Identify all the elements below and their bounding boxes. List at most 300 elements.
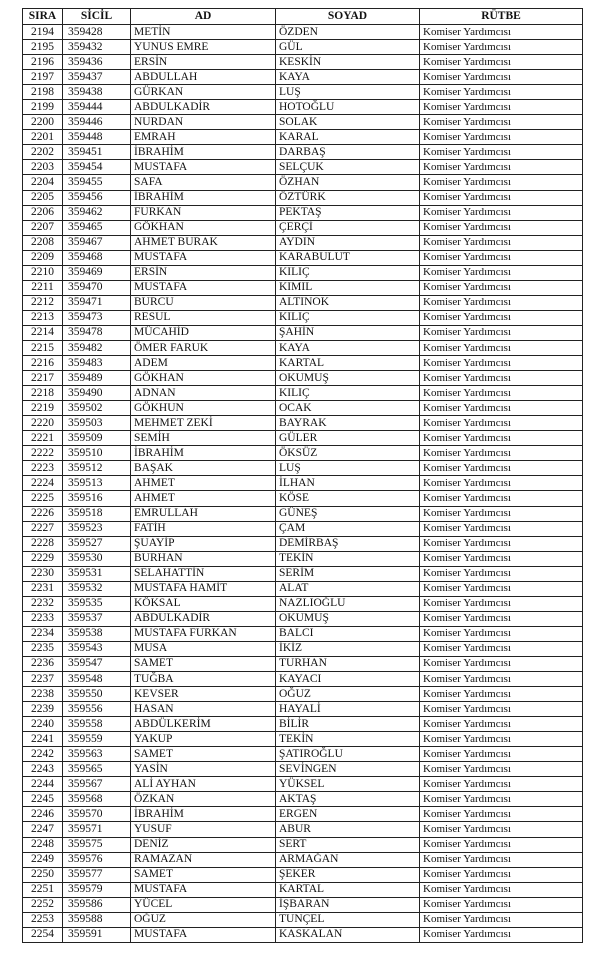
cell-rutbe: Komiser Yardımcısı — [420, 70, 583, 85]
cell-sira: 2243 — [23, 762, 63, 777]
cell-soyad: ŞEKER — [276, 867, 420, 882]
cell-sicil: 359448 — [63, 130, 131, 145]
cell-sira: 2246 — [23, 807, 63, 822]
cell-sicil: 359568 — [63, 792, 131, 807]
cell-sicil: 359490 — [63, 386, 131, 401]
cell-sicil: 359468 — [63, 250, 131, 265]
cell-sira: 2244 — [23, 777, 63, 792]
cell-soyad: DEMİRBAŞ — [276, 536, 420, 551]
cell-sira: 2250 — [23, 867, 63, 882]
cell-sira: 2221 — [23, 431, 63, 446]
cell-ad: AHMET — [131, 476, 276, 491]
table-row — [23, 762, 583, 777]
cell-ad: SAFA — [131, 175, 276, 190]
cell-soyad: SELÇUK — [276, 160, 420, 175]
cell-soyad: HAYALİ — [276, 702, 420, 717]
cell-soyad: LUŞ — [276, 461, 420, 476]
cell-sira: 2254 — [23, 927, 63, 942]
cell-rutbe: Komiser Yardımcısı — [420, 431, 583, 446]
table-row — [23, 235, 583, 250]
cell-sira: 2198 — [23, 85, 63, 100]
table-row — [23, 325, 583, 340]
cell-sira: 2205 — [23, 190, 63, 205]
cell-rutbe: Komiser Yardımcısı — [420, 807, 583, 822]
table-row — [23, 190, 583, 205]
cell-ad: MEHMET ZEKİ — [131, 416, 276, 431]
table-row — [23, 205, 583, 220]
cell-sira: 2208 — [23, 235, 63, 250]
cell-sira: 2217 — [23, 371, 63, 386]
cell-rutbe: Komiser Yardımcısı — [420, 837, 583, 852]
table-row — [23, 295, 583, 310]
table-row — [23, 40, 583, 55]
column-header-sira: SIRA — [23, 9, 63, 25]
cell-soyad: KARAL — [276, 130, 420, 145]
table-row — [23, 250, 583, 265]
cell-sira: 2219 — [23, 401, 63, 416]
cell-soyad: KILIÇ — [276, 386, 420, 401]
cell-soyad: SERİM — [276, 566, 420, 581]
cell-rutbe: Komiser Yardımcısı — [420, 491, 583, 506]
table-row — [23, 551, 583, 566]
cell-rutbe: Komiser Yardımcısı — [420, 626, 583, 641]
cell-rutbe: Komiser Yardımcısı — [420, 521, 583, 536]
cell-sicil: 359437 — [63, 70, 131, 85]
cell-soyad: ÖZTÜRK — [276, 190, 420, 205]
cell-sira: 2213 — [23, 310, 63, 325]
cell-sicil: 359471 — [63, 295, 131, 310]
cell-ad: SELAHATTİN — [131, 566, 276, 581]
cell-ad: ABDULKADİR — [131, 611, 276, 626]
cell-rutbe: Komiser Yardımcısı — [420, 250, 583, 265]
cell-soyad: KILIÇ — [276, 265, 420, 280]
cell-sicil: 359470 — [63, 280, 131, 295]
table-row — [23, 927, 583, 942]
cell-sira: 2236 — [23, 656, 63, 671]
cell-soyad: SOLAK — [276, 115, 420, 130]
cell-ad: GÜRKAN — [131, 85, 276, 100]
cell-sicil: 359523 — [63, 521, 131, 536]
cell-rutbe: Komiser Yardımcısı — [420, 897, 583, 912]
cell-rutbe: Komiser Yardımcısı — [420, 265, 583, 280]
cell-sira: 2222 — [23, 446, 63, 461]
cell-sicil: 359556 — [63, 702, 131, 717]
cell-sicil: 359532 — [63, 581, 131, 596]
cell-rutbe: Komiser Yardımcısı — [420, 371, 583, 386]
cell-soyad: BİLİR — [276, 717, 420, 732]
header-row — [23, 9, 583, 25]
column-header-sicil: SİCİL — [63, 9, 131, 25]
table-row — [23, 777, 583, 792]
cell-soyad: TURHAN — [276, 656, 420, 671]
cell-sira: 2196 — [23, 55, 63, 70]
cell-sira: 2225 — [23, 491, 63, 506]
cell-sira: 2209 — [23, 250, 63, 265]
cell-soyad: ÇERÇİ — [276, 220, 420, 235]
cell-ad: FATİH — [131, 521, 276, 536]
cell-soyad: SEVİNGEN — [276, 762, 420, 777]
cell-soyad: ÖZDEN — [276, 25, 420, 40]
cell-rutbe: Komiser Yardımcısı — [420, 536, 583, 551]
cell-soyad: TUNÇEL — [276, 912, 420, 927]
cell-sira: 2231 — [23, 581, 63, 596]
cell-sicil: 359467 — [63, 235, 131, 250]
cell-ad: GÖKHAN — [131, 371, 276, 386]
cell-rutbe: Komiser Yardımcısı — [420, 581, 583, 596]
cell-ad: RESUL — [131, 310, 276, 325]
column-header-rutbe: RÜTBE — [420, 9, 583, 25]
cell-soyad: YÜKSEL — [276, 777, 420, 792]
cell-soyad: İLHAN — [276, 476, 420, 491]
personnel-table — [22, 8, 583, 943]
cell-sira: 2204 — [23, 175, 63, 190]
cell-sicil: 359586 — [63, 897, 131, 912]
cell-ad: EMRULLAH — [131, 506, 276, 521]
cell-sicil: 359510 — [63, 446, 131, 461]
cell-rutbe: Komiser Yardımcısı — [420, 295, 583, 310]
cell-rutbe: Komiser Yardımcısı — [420, 55, 583, 70]
cell-sira: 2230 — [23, 566, 63, 581]
cell-sicil: 359550 — [63, 687, 131, 702]
cell-rutbe: Komiser Yardımcısı — [420, 672, 583, 687]
cell-ad: AHMET BURAK — [131, 235, 276, 250]
cell-sira: 2220 — [23, 416, 63, 431]
cell-sicil: 359530 — [63, 551, 131, 566]
cell-sicil: 359502 — [63, 401, 131, 416]
cell-sicil: 359462 — [63, 205, 131, 220]
cell-sicil: 359559 — [63, 732, 131, 747]
cell-sicil: 359482 — [63, 340, 131, 355]
cell-sira: 2252 — [23, 897, 63, 912]
cell-sicil: 359451 — [63, 145, 131, 160]
table-row — [23, 145, 583, 160]
cell-rutbe: Komiser Yardımcısı — [420, 882, 583, 897]
cell-sira: 2197 — [23, 70, 63, 85]
table-row — [23, 70, 583, 85]
table-row — [23, 386, 583, 401]
cell-soyad: KIMIL — [276, 280, 420, 295]
cell-ad: MUSTAFA — [131, 280, 276, 295]
table-row — [23, 265, 583, 280]
cell-rutbe: Komiser Yardımcısı — [420, 611, 583, 626]
table-row — [23, 596, 583, 611]
cell-sira: 2215 — [23, 340, 63, 355]
cell-soyad: İKİZ — [276, 641, 420, 656]
cell-rutbe: Komiser Yardımcısı — [420, 566, 583, 581]
cell-ad: MUSTAFA HAMİT — [131, 581, 276, 596]
cell-rutbe: Komiser Yardımcısı — [420, 416, 583, 431]
cell-sicil: 359563 — [63, 747, 131, 762]
cell-rutbe: Komiser Yardımcısı — [420, 551, 583, 566]
cell-ad: BAŞAK — [131, 461, 276, 476]
table-row — [23, 401, 583, 416]
cell-rutbe: Komiser Yardımcısı — [420, 702, 583, 717]
table-row — [23, 717, 583, 732]
table-row — [23, 446, 583, 461]
cell-sicil: 359548 — [63, 672, 131, 687]
table-row — [23, 100, 583, 115]
cell-sira: 2233 — [23, 611, 63, 626]
cell-soyad: ÇAM — [276, 521, 420, 536]
cell-soyad: BAYRAK — [276, 416, 420, 431]
cell-ad: MUSTAFA FURKAN — [131, 626, 276, 641]
cell-sicil: 359454 — [63, 160, 131, 175]
cell-ad: MUSTAFA — [131, 250, 276, 265]
cell-ad: SAMET — [131, 747, 276, 762]
cell-sira: 2214 — [23, 325, 63, 340]
cell-rutbe: Komiser Yardımcısı — [420, 310, 583, 325]
cell-soyad: ÖZHAN — [276, 175, 420, 190]
cell-ad: EMRAH — [131, 130, 276, 145]
cell-rutbe: Komiser Yardımcısı — [420, 762, 583, 777]
cell-soyad: OĞUZ — [276, 687, 420, 702]
cell-rutbe: Komiser Yardımcısı — [420, 717, 583, 732]
cell-soyad: KAYA — [276, 70, 420, 85]
cell-ad: YASİN — [131, 762, 276, 777]
cell-sicil: 359478 — [63, 325, 131, 340]
cell-sira: 2238 — [23, 687, 63, 702]
cell-soyad: TEKİN — [276, 732, 420, 747]
cell-soyad: SERT — [276, 837, 420, 852]
cell-ad: MUSTAFA — [131, 882, 276, 897]
cell-sicil: 359473 — [63, 310, 131, 325]
table-row — [23, 837, 583, 852]
cell-rutbe: Komiser Yardımcısı — [420, 912, 583, 927]
cell-sira: 2202 — [23, 145, 63, 160]
personnel-list-page — [22, 8, 582, 943]
cell-soyad: AKTAŞ — [276, 792, 420, 807]
cell-sicil: 359469 — [63, 265, 131, 280]
cell-rutbe: Komiser Yardımcısı — [420, 205, 583, 220]
cell-sira: 2248 — [23, 837, 63, 852]
cell-sira: 2227 — [23, 521, 63, 536]
cell-ad: ADEM — [131, 356, 276, 371]
cell-rutbe: Komiser Yardımcısı — [420, 792, 583, 807]
cell-sira: 2242 — [23, 747, 63, 762]
cell-sira: 2200 — [23, 115, 63, 130]
table-row — [23, 476, 583, 491]
cell-sicil: 359535 — [63, 596, 131, 611]
cell-sira: 2216 — [23, 356, 63, 371]
cell-sicil: 359513 — [63, 476, 131, 491]
cell-ad: YUNUS EMRE — [131, 40, 276, 55]
cell-sicil: 359576 — [63, 852, 131, 867]
cell-ad: RAMAZAN — [131, 852, 276, 867]
cell-ad: İBRAHİM — [131, 190, 276, 205]
table-row — [23, 581, 583, 596]
cell-sira: 2245 — [23, 792, 63, 807]
cell-sicil: 359567 — [63, 777, 131, 792]
cell-sicil: 359518 — [63, 506, 131, 521]
cell-ad: İBRAHİM — [131, 446, 276, 461]
cell-ad: MÜCAHİD — [131, 325, 276, 340]
cell-sira: 2234 — [23, 626, 63, 641]
cell-sira: 2223 — [23, 461, 63, 476]
cell-sira: 2226 — [23, 506, 63, 521]
cell-sira: 2228 — [23, 536, 63, 551]
cell-sicil: 359538 — [63, 626, 131, 641]
cell-sicil: 359571 — [63, 822, 131, 837]
cell-ad: ÖZKAN — [131, 792, 276, 807]
table-row — [23, 792, 583, 807]
cell-sira: 2239 — [23, 702, 63, 717]
cell-rutbe: Komiser Yardımcısı — [420, 325, 583, 340]
cell-ad: NURDAN — [131, 115, 276, 130]
cell-rutbe: Komiser Yardımcısı — [420, 145, 583, 160]
table-row — [23, 747, 583, 762]
table-row — [23, 641, 583, 656]
cell-ad: ABDULKADİR — [131, 100, 276, 115]
cell-ad: ŞUAYİP — [131, 536, 276, 551]
cell-ad: MUSTAFA — [131, 160, 276, 175]
cell-rutbe: Komiser Yardımcısı — [420, 867, 583, 882]
cell-sicil: 359436 — [63, 55, 131, 70]
cell-soyad: KÖSE — [276, 491, 420, 506]
table-row — [23, 371, 583, 386]
cell-rutbe: Komiser Yardımcısı — [420, 386, 583, 401]
cell-ad: ÖMER FARUK — [131, 340, 276, 355]
cell-ad: ERSİN — [131, 265, 276, 280]
cell-rutbe: Komiser Yardımcısı — [420, 461, 583, 476]
table-row — [23, 55, 583, 70]
cell-ad: GÖKHAN — [131, 220, 276, 235]
table-body — [23, 25, 583, 943]
table-row — [23, 130, 583, 145]
cell-sicil: 359432 — [63, 40, 131, 55]
cell-soyad: ARMAĞAN — [276, 852, 420, 867]
cell-soyad: KARABULUT — [276, 250, 420, 265]
cell-ad: YUSUF — [131, 822, 276, 837]
table-row — [23, 626, 583, 641]
table-row — [23, 491, 583, 506]
cell-sicil: 359456 — [63, 190, 131, 205]
cell-soyad: İŞBARAN — [276, 897, 420, 912]
cell-soyad: KASKALAN — [276, 927, 420, 942]
cell-rutbe: Komiser Yardımcısı — [420, 506, 583, 521]
cell-rutbe: Komiser Yardımcısı — [420, 927, 583, 942]
table-row — [23, 461, 583, 476]
cell-sira: 2232 — [23, 596, 63, 611]
table-row — [23, 431, 583, 446]
cell-sicil: 359537 — [63, 611, 131, 626]
cell-soyad: ŞATIROĞLU — [276, 747, 420, 762]
table-row — [23, 732, 583, 747]
cell-soyad: ALTINOK — [276, 295, 420, 310]
table-row — [23, 85, 583, 100]
cell-sicil: 359558 — [63, 717, 131, 732]
cell-rutbe: Komiser Yardımcısı — [420, 190, 583, 205]
cell-sicil: 359588 — [63, 912, 131, 927]
cell-soyad: KARTAL — [276, 882, 420, 897]
cell-sira: 2201 — [23, 130, 63, 145]
cell-sicil: 359516 — [63, 491, 131, 506]
cell-ad: SAMET — [131, 867, 276, 882]
table-row — [23, 867, 583, 882]
cell-sicil: 359512 — [63, 461, 131, 476]
table-row — [23, 882, 583, 897]
cell-ad: İBRAHİM — [131, 145, 276, 160]
cell-sicil: 359565 — [63, 762, 131, 777]
table-row — [23, 702, 583, 717]
cell-ad: DENİZ — [131, 837, 276, 852]
table-row — [23, 912, 583, 927]
cell-rutbe: Komiser Yardımcısı — [420, 356, 583, 371]
cell-rutbe: Komiser Yardımcısı — [420, 476, 583, 491]
cell-rutbe: Komiser Yardımcısı — [420, 235, 583, 250]
cell-soyad: HOTOĞLU — [276, 100, 420, 115]
cell-soyad: KAYACI — [276, 672, 420, 687]
table-row — [23, 25, 583, 40]
cell-ad: HASAN — [131, 702, 276, 717]
cell-rutbe: Komiser Yardımcısı — [420, 220, 583, 235]
cell-soyad: GÜNEŞ — [276, 506, 420, 521]
cell-rutbe: Komiser Yardımcısı — [420, 446, 583, 461]
cell-soyad: ALAT — [276, 581, 420, 596]
cell-sicil: 359591 — [63, 927, 131, 942]
cell-ad: BURCU — [131, 295, 276, 310]
cell-soyad: KAYA — [276, 340, 420, 355]
cell-ad: MUSA — [131, 641, 276, 656]
table-header — [23, 9, 583, 25]
cell-ad: METİN — [131, 25, 276, 40]
table-row — [23, 521, 583, 536]
table-row — [23, 672, 583, 687]
cell-sira: 2218 — [23, 386, 63, 401]
cell-sira: 2237 — [23, 672, 63, 687]
cell-sicil: 359428 — [63, 25, 131, 40]
table-row — [23, 356, 583, 371]
cell-sicil: 359579 — [63, 882, 131, 897]
cell-sira: 2253 — [23, 912, 63, 927]
cell-sicil: 359543 — [63, 641, 131, 656]
cell-ad: ALİ AYHAN — [131, 777, 276, 792]
cell-sicil: 359527 — [63, 536, 131, 551]
cell-sira: 2251 — [23, 882, 63, 897]
cell-rutbe: Komiser Yardımcısı — [420, 596, 583, 611]
cell-ad: BURHAN — [131, 551, 276, 566]
column-header-soyad: SOYAD — [276, 9, 420, 25]
cell-rutbe: Komiser Yardımcısı — [420, 777, 583, 792]
cell-sicil: 359575 — [63, 837, 131, 852]
cell-sira: 2249 — [23, 852, 63, 867]
table-row — [23, 310, 583, 325]
cell-ad: SEMİH — [131, 431, 276, 446]
cell-rutbe: Komiser Yardımcısı — [420, 401, 583, 416]
cell-ad: FURKAN — [131, 205, 276, 220]
cell-sicil: 359547 — [63, 656, 131, 671]
cell-sira: 2199 — [23, 100, 63, 115]
cell-rutbe: Komiser Yardımcısı — [420, 280, 583, 295]
cell-rutbe: Komiser Yardımcısı — [420, 340, 583, 355]
cell-soyad: TEKİN — [276, 551, 420, 566]
cell-soyad: KESKİN — [276, 55, 420, 70]
cell-rutbe: Komiser Yardımcısı — [420, 747, 583, 762]
table-row — [23, 687, 583, 702]
cell-soyad: ÖKSÜZ — [276, 446, 420, 461]
cell-sira: 2235 — [23, 641, 63, 656]
cell-rutbe: Komiser Yardımcısı — [420, 175, 583, 190]
cell-soyad: DARBAŞ — [276, 145, 420, 160]
cell-sicil: 359465 — [63, 220, 131, 235]
table-row — [23, 807, 583, 822]
cell-ad: YAKUP — [131, 732, 276, 747]
table-row — [23, 852, 583, 867]
cell-rutbe: Komiser Yardımcısı — [420, 100, 583, 115]
table-row — [23, 175, 583, 190]
cell-sicil: 359531 — [63, 566, 131, 581]
table-row — [23, 115, 583, 130]
cell-soyad: ŞAHİN — [276, 325, 420, 340]
